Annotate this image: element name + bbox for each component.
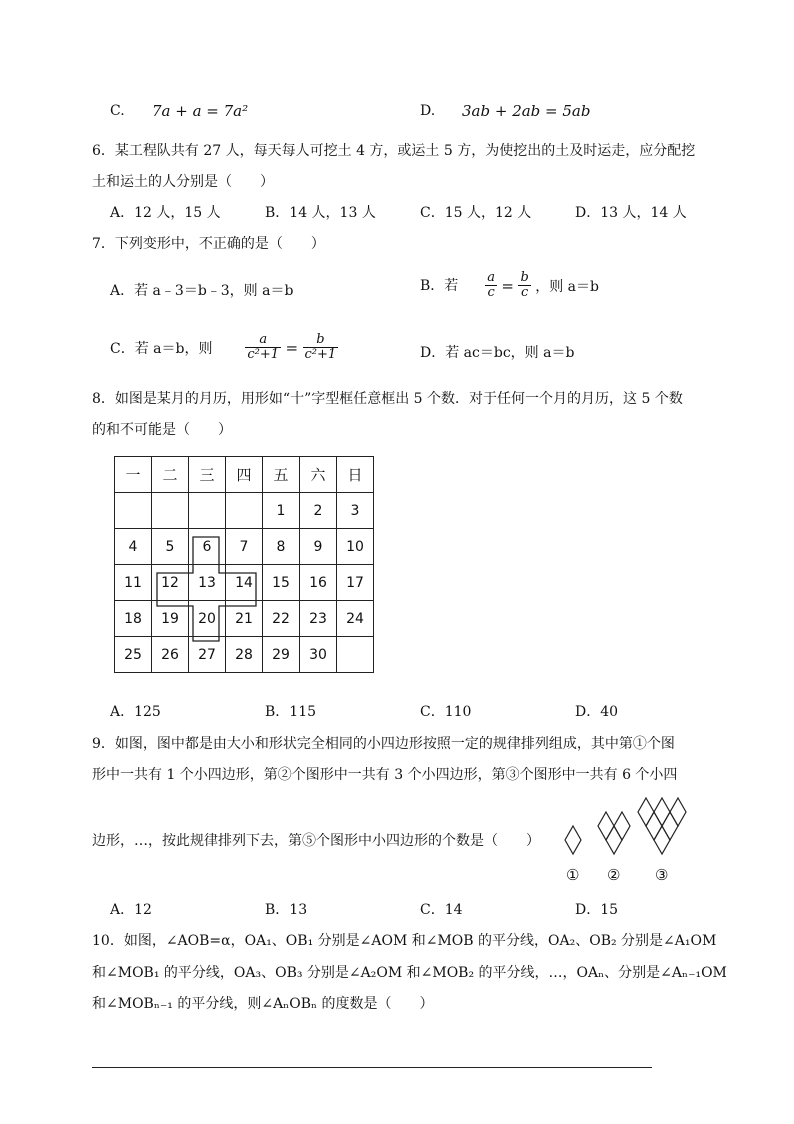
calendar-row (115, 565, 374, 601)
calendar-header-cell: 二 (152, 457, 189, 493)
calendar-row (115, 529, 374, 565)
q6-option-d: D．13 人，14 人 (575, 205, 687, 221)
rhombus-fig3-e (662, 812, 678, 840)
calendar-cell: 23 (300, 601, 337, 637)
q7-c-frac2-num: b (303, 333, 339, 348)
calendar-header-cell: 六 (300, 457, 337, 493)
q7-option-b (420, 271, 599, 301)
q10-stem-line1: 10．如图，∠AOB=α，OA₁、OB₁ 分别是∠AOM 和∠MOB 的平分线，OA₂、OB₂ 分别是∠A₁OM (92, 933, 717, 949)
q7-c-frac1-num: a (245, 333, 281, 348)
calendar-cell (152, 493, 189, 529)
calendar-cell (189, 493, 226, 529)
calendar-cell: 16 (300, 565, 337, 601)
q7-option-c-eq: = (285, 338, 299, 357)
q7-b-frac1-den: c (487, 285, 495, 301)
q7-option-b-fraction2 (518, 271, 530, 301)
q8-option-b: B．115 (265, 704, 317, 720)
calendar-header-cell: 三 (189, 457, 226, 493)
q9-option-a: A．12 (110, 902, 152, 918)
rhombus-fig3-d (646, 812, 662, 840)
q7-stem: 7．下列变形中，不正确的是（ ） (92, 236, 325, 252)
q7-b-frac2-den: c (520, 285, 529, 301)
calendar-table (114, 456, 374, 673)
q5-option-c-label: C. (110, 103, 125, 119)
calendar-cell: 7 (226, 529, 263, 565)
calendar-cell: 19 (152, 601, 189, 637)
q7-option-b-suffix: ，则 a＝b (535, 278, 599, 295)
q6-stem-line1: 6．某工程队共有 27 人，每天每人可挖土 4 方，或运土 5 方，为使挖出的土及时运走，应分配挖 (92, 143, 696, 159)
q9-fig-label-2: ② (607, 866, 621, 884)
q5-option-d-label: D. (420, 103, 436, 119)
calendar-cell: 1 (263, 493, 300, 529)
q9-stem-line3: 边形，…，按此规律排列下去，第⑤个图形中小四边形的个数是（ ） (92, 833, 540, 849)
q8-option-a: A．125 (110, 704, 161, 720)
q7-option-b-eq: = (501, 276, 514, 295)
calendar-cell: 3 (337, 493, 374, 529)
q8-stem-line1: 8．如图是某月的月历，用形如“十”字型框任意框出 5 个数．对于任何一个月的月历，这 5 个数 (92, 391, 683, 407)
q7-b-frac1-num: a (487, 270, 495, 285)
calendar-cell: 9 (300, 529, 337, 565)
calendar-cell: 5 (152, 529, 189, 565)
calendar-cell: 26 (152, 637, 189, 673)
calendar-row (115, 493, 374, 529)
rhombus-fig2-c (606, 826, 622, 854)
q6-option-b: B．14 人，13 人 (265, 205, 376, 221)
calendar-cell: 24 (337, 601, 374, 637)
q9-stem-line1: 9．如图，图中都是由大小和形状完全相同的小四边形按照一定的规律排列组成，其中第①个图 (92, 736, 675, 752)
calendar-cell: 25 (115, 637, 152, 673)
calendar-header-cell: 四 (226, 457, 263, 493)
calendar-cell: 8 (263, 529, 300, 565)
calendar-cell: 28 (226, 637, 263, 673)
calendar-cell: 20 (189, 601, 226, 637)
calendar-cell: 17 (337, 565, 374, 601)
q7-option-c (110, 333, 338, 363)
q10-stem-line3: 和∠MOBₙ₋₁ 的平分线，则∠AₙOBₙ 的度数是（ ） (92, 996, 434, 1012)
q7-option-c-fraction1 (245, 333, 281, 363)
calendar-cell: 2 (300, 493, 337, 529)
calendar-cell (115, 493, 152, 529)
q7-option-c-fraction2 (303, 333, 339, 363)
calendar-cell: 10 (337, 529, 374, 565)
q7-option-d: D．若 ac＝bc，则 a＝b (420, 345, 575, 361)
q9-fig-label-1: ① (566, 866, 580, 884)
footer-rule (92, 1067, 652, 1068)
q9-option-d: D．15 (575, 902, 619, 918)
calendar-cell (337, 637, 374, 673)
calendar-cell: 30 (300, 637, 337, 673)
q7-c-frac1-den: c²+1 (247, 347, 280, 363)
calendar-header-cell: 一 (115, 457, 152, 493)
rhombus-fig1 (565, 826, 581, 854)
q9-option-b: B．13 (265, 902, 308, 918)
q9-stem-line2: 形中一共有 1 个小四边形，第②个图形中一共有 3 个小四边形，第③个图形中一共有 6 个小四 (92, 767, 678, 783)
calendar-cell: 12 (152, 565, 189, 601)
calendar-cell (226, 493, 263, 529)
calendar-row (115, 601, 374, 637)
q7-option-b-prefix: B．若 (420, 277, 459, 294)
rhombus-fig3-a (638, 798, 654, 826)
calendar-cell: 4 (115, 529, 152, 565)
calendar-header-cell: 日 (337, 457, 374, 493)
rhombus-fig3-f (654, 826, 670, 854)
q7-option-a: A．若 a﹣3＝b﹣3，则 a＝b (110, 283, 294, 299)
q6-option-a: A．12 人，15 人 (110, 205, 221, 221)
calendar-cell: 18 (115, 601, 152, 637)
calendar-row (115, 637, 374, 673)
calendar-cell: 14 (226, 565, 263, 601)
q5-option-c-expr: 7a + a = 7a² (152, 102, 249, 120)
q6-stem-line2: 土和运土的人分别是（ ） (92, 174, 274, 190)
q5-option-d-expr: 3ab + 2ab = 5ab (462, 102, 591, 120)
rhombus-fig2-b (614, 812, 630, 840)
rhombus-fig3-c (670, 798, 686, 826)
calendar-cell: 22 (263, 601, 300, 637)
q9-fig-label-3: ③ (655, 866, 669, 884)
calendar-cell: 27 (189, 637, 226, 673)
q10-stem-line2: 和∠MOB₁ 的平分线，OA₃、OB₃ 分别是∠A₂OM 和∠MOB₂ 的平分线，…，OAₙ、分别是∠Aₙ₋₁OM (92, 965, 727, 981)
calendar-cell: 29 (263, 637, 300, 673)
rhombus-fig2-a (598, 812, 614, 840)
rhombus-fig3-b (654, 798, 670, 826)
q9-option-c: C．14 (420, 902, 463, 918)
q7-b-frac2-num: b (520, 270, 529, 285)
calendar-cell: 6 (189, 529, 226, 565)
calendar-header-cell: 五 (263, 457, 300, 493)
calendar-cell: 21 (226, 601, 263, 637)
calendar-header-row (115, 457, 374, 493)
q8-option-d: D．40 (575, 704, 619, 720)
q8-option-c: C．110 (420, 704, 472, 720)
calendar-cell: 13 (189, 565, 226, 601)
calendar-cell: 15 (263, 565, 300, 601)
q7-option-c-prefix: C．若 a＝b，则 (110, 340, 213, 357)
q7-c-frac2-den: c²+1 (304, 347, 337, 363)
calendar-cell: 11 (115, 565, 152, 601)
q8-stem-line2: 的和不可能是（ ） (92, 422, 232, 438)
q6-option-c: C．15 人，12 人 (420, 205, 532, 221)
q7-option-b-fraction1 (485, 271, 497, 301)
